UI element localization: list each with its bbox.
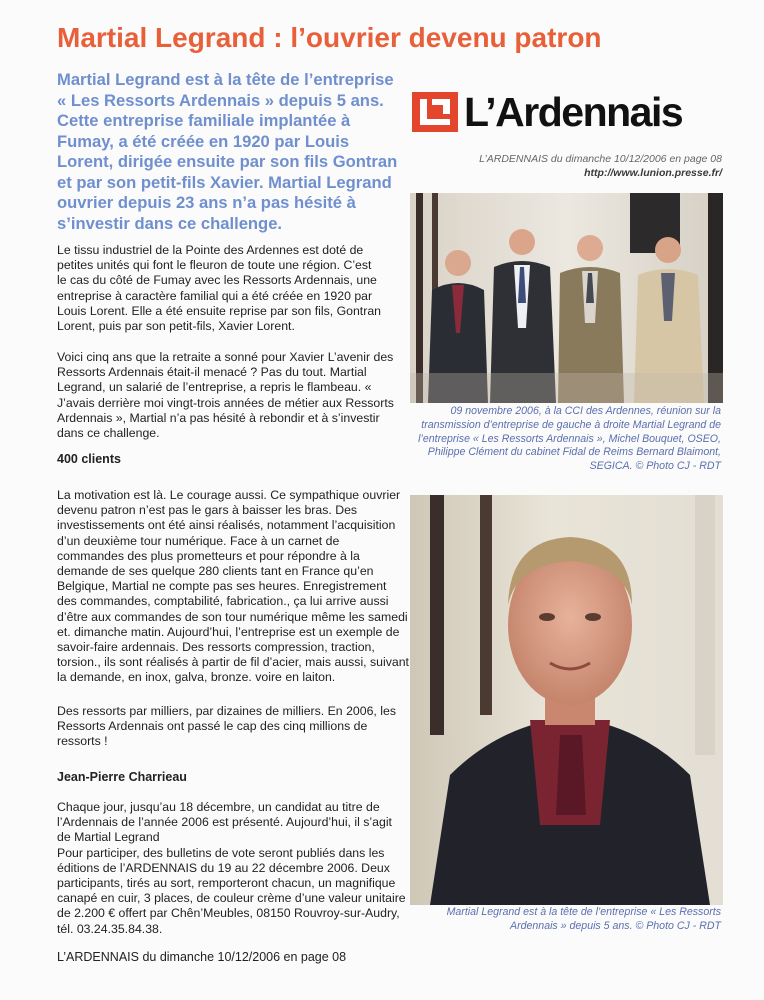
group-photo-caption: 09 novembre 2006, à la CCI des Ardennes, réunion sur la transmission d’entreprise de gauche à droite Martial Legrand de l’entreprise « Les Ressorts Ardennais », Michel Bouquet, OSEO, Philippe Clément du cabinet Fidal de Reims Bernard Blaimont, SEGICA. © Photo CJ - RDT <box>418 405 721 473</box>
paragraph-5: Chaque jour, jusqu’au 18 décembre, un candidat au titre de l’Ardennais de l’année 2006 est présenté. Aujourd’hui, il s’agit de Martial Legrand Pour participer, des bulletins de vote seront publiés dans les éditions de l’ARDENNAIS du 19 au 22 décembre 2006. Deux participants, tirés au sort, remporteront chacun, un magnifique canapé en cuir, 3 places, de couleur crème d’une valeur unitaire de 2.200 € offert par Chên’Meubles, 08150 Rouvroy-sur-Audry, tél. 03.24.35.84.38. <box>57 800 406 936</box>
source-line: L’ARDENNAIS du dimanche 10/12/2006 en page 08 <box>479 153 722 165</box>
portrait-photo-caption: Martial Legrand est à la tête de l’entreprise « Les Ressorts Ardennais » depuis 5 ans. © Photo CJ - RDT <box>446 906 721 932</box>
paragraph-4: Des ressorts par milliers, par dizaines de milliers. En 2006, les Ressorts Ardennais ont passé le cap des cinq millions de ressorts ! <box>57 704 396 749</box>
paragraph-3: La motivation est là. Le courage aussi. Ce sympathique ouvrier devenu patron n’est pas le gars à baisser les bras. Des investissements ont été ainsi réalisés, notamment l’acquisition d’un deuxième tour numérique. Face à un carnet de commandes des plus prometteurs et pour répondre à la demande de ses quelque 280 clients tant en France qu’en Belgique, Martial ne compte pas ses heures. Enregistrement des commandes, comptabilité, fabrication., ça lui arrive aussi d’être aux commandes de son tour numérique même les samedi et. dimanche matin. Aujourd’hui, l’entreprise est un exemple de savoir-faire ardennais. Des ressorts compression, traction, torsion., ils sont réalisés à partir de fil d’acier, mais aussi, suivant la demande, en inox, galva, bronze. voire en laiton. <box>57 488 409 685</box>
portrait-photo <box>410 495 723 905</box>
article-lead: Martial Legrand est à la tête de l’entreprise « Les Ressorts Ardennais » depuis 5 ans. Cette entreprise familiale implantée à Fumay, a été créée en 1920 par Louis Lorent, dirigée ensuite par son fils Gontran et par son petit-fils Xavier. Martial Legrand ouvrier depuis 23 ans n’a pas hésité à s’investir dans ce challenge. <box>57 70 398 233</box>
section-heading: 400 clients <box>57 452 121 466</box>
newspaper-logo <box>412 88 722 136</box>
group-photo <box>410 193 723 403</box>
source-url[interactable]: http://www.lunion.presse.fr/ <box>584 167 722 179</box>
logo-text: L’Ardennais <box>464 88 683 135</box>
article-title: Martial Legrand : l’ouvrier devenu patron <box>57 22 602 53</box>
paragraph-2: Voici cinq ans que la retraite a sonné pour Xavier L’avenir des Ressorts Ardennais était-il menacé ? Pas du tout. Martial Legrand, un salarié de l’entreprise, a repris le flambeau. « J’avais derrière moi vingt-trois années de métier aux Ressorts Ardennais », Martial n’a pas hésité à rebondir et à s’investir dans ce challenge. <box>57 350 394 441</box>
article-author: Jean-Pierre Charrieau <box>57 770 187 784</box>
footer-source: L’ARDENNAIS du dimanche 10/12/2006 en page 08 <box>57 950 347 964</box>
source-info <box>479 152 722 180</box>
logo-mark-icon <box>412 92 458 132</box>
paragraph-1: Le tissu industriel de la Pointe des Ardennes est doté de petites unités qui font le fleuron de toute une région. C’est le cas du côté de Fumay avec les Ressorts Ardennais, une entreprise à caractère familial qui a été créée en 1920 par Louis Lorent. Elle a été ensuite reprise par son fils, Gontran Lorent, puis par son petit-fils, Xavier Lorent. <box>57 243 382 334</box>
